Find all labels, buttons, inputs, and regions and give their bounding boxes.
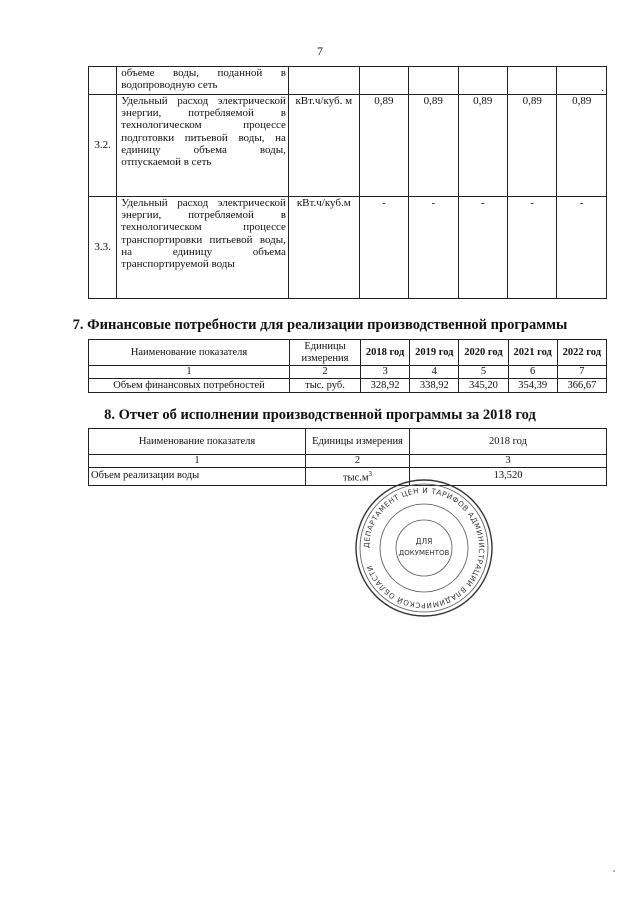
value-cell: 0,89 — [557, 95, 607, 197]
value-cell: 366,67 — [557, 379, 606, 393]
index-cell: 5 — [459, 366, 508, 379]
value-cell: 345,20 — [459, 379, 508, 393]
indicator-name: Объем финансовых потребностей — [89, 379, 290, 393]
value-cell: 0,89 — [458, 95, 507, 197]
stamp-ring-text: ДЕПАРТАМЕНТ ЦЕН И ТАРИФОВ АДМИНИСТРАЦИИ ВЛАДИМИРСКОЙ ОБЛАСТИ — [361, 485, 487, 611]
value-cell: - — [557, 197, 607, 299]
table-index-row — [89, 366, 607, 379]
row-number: 3.3. — [89, 197, 117, 299]
column-header: Единицы измерения — [290, 340, 361, 366]
value-cell: 328,92 — [361, 379, 410, 393]
unit-cell: кВт.ч/куб.м — [288, 197, 359, 299]
index-cell: 3 — [410, 455, 607, 468]
indicators-table — [88, 66, 607, 299]
column-header: Единицы измерения — [306, 429, 410, 455]
row-number: 3.2. — [89, 95, 117, 197]
table-row — [89, 468, 607, 486]
table-header-row — [89, 340, 607, 366]
index-cell: 2 — [306, 455, 410, 468]
stamp-ring — [360, 484, 488, 612]
index-cell: 3 — [361, 366, 410, 379]
value-cell — [508, 67, 557, 95]
page-number: 7 — [317, 44, 323, 58]
column-header: Наименование показателя — [89, 340, 290, 366]
value-cell: . — [557, 67, 607, 95]
table-row — [89, 67, 607, 95]
column-header: 2018 год — [361, 340, 410, 366]
value-cell — [458, 67, 507, 95]
indicator-name: Удельный расход электрической энергии, потребляемой в технологическом процессе подготовки питьевой воды, на единицу объема воды, отпускаемой в сеть — [117, 95, 289, 197]
value-cell: 354,39 — [508, 379, 557, 393]
column-header: Наименование показателя — [89, 429, 306, 455]
unit-text: тыс.м — [342, 472, 369, 484]
column-header: 2022 год — [557, 340, 606, 366]
stamp-center-ring — [396, 520, 452, 576]
indicator-name: Объем реализации воды — [89, 468, 306, 486]
value-cell: - — [458, 197, 507, 299]
value-cell: 13,520 — [410, 468, 607, 486]
value-cell: - — [508, 197, 557, 299]
value-cell: - — [409, 197, 458, 299]
index-cell: 4 — [410, 366, 459, 379]
scan-speck — [613, 870, 615, 872]
stamp-inner-ring — [380, 504, 468, 592]
index-cell: 2 — [290, 366, 361, 379]
table-row — [89, 197, 607, 299]
column-header: 2019 год — [410, 340, 459, 366]
unit-cell — [288, 67, 359, 95]
section-7-title: 7. Финансовые потребности для реализации производственной программы — [72, 317, 568, 333]
index-cell: 6 — [508, 366, 557, 379]
index-cell: 7 — [557, 366, 606, 379]
indicator-name: Удельный расход электрической энергии, потребляемой в технологическом процессе транспортировки питьевой воды, на единицу объема транспортируемой воды — [117, 197, 289, 299]
indicator-name: объеме воды, поданной в водопроводную сеть — [117, 67, 289, 95]
value-cell: 0,89 — [508, 95, 557, 197]
official-stamp — [354, 478, 494, 618]
section-8-title: 8. Отчет об исполнении производственной программы за 2018 год — [104, 407, 536, 423]
stamp-outer-ring — [356, 480, 492, 616]
column-header: 2020 год — [459, 340, 508, 366]
unit-cell: тыс. руб. — [290, 379, 361, 393]
unit-superscript: 3 — [368, 470, 373, 478]
row-number — [89, 67, 117, 95]
table-header-row — [89, 429, 607, 455]
stamp-center-line-2: ДОКУМЕНТОВ — [398, 549, 450, 557]
financial-needs-table — [88, 339, 607, 393]
value-cell — [409, 67, 458, 95]
report-table — [88, 428, 607, 486]
index-cell: 1 — [89, 366, 290, 379]
value-cell: - — [359, 197, 408, 299]
value-cell: 0,89 — [359, 95, 408, 197]
unit-cell: кВт.ч/куб. м — [288, 95, 359, 197]
index-cell: 1 — [89, 455, 306, 468]
column-header: 2021 год — [508, 340, 557, 366]
value-cell: 0,89 — [409, 95, 458, 197]
value-cell — [359, 67, 408, 95]
stamp-center-line-1: ДЛЯ — [415, 537, 433, 546]
table-row — [89, 379, 607, 393]
value-cell: 338,92 — [410, 379, 459, 393]
table-row — [89, 95, 607, 197]
table-index-row — [89, 455, 607, 468]
column-header: 2018 год — [410, 429, 607, 455]
